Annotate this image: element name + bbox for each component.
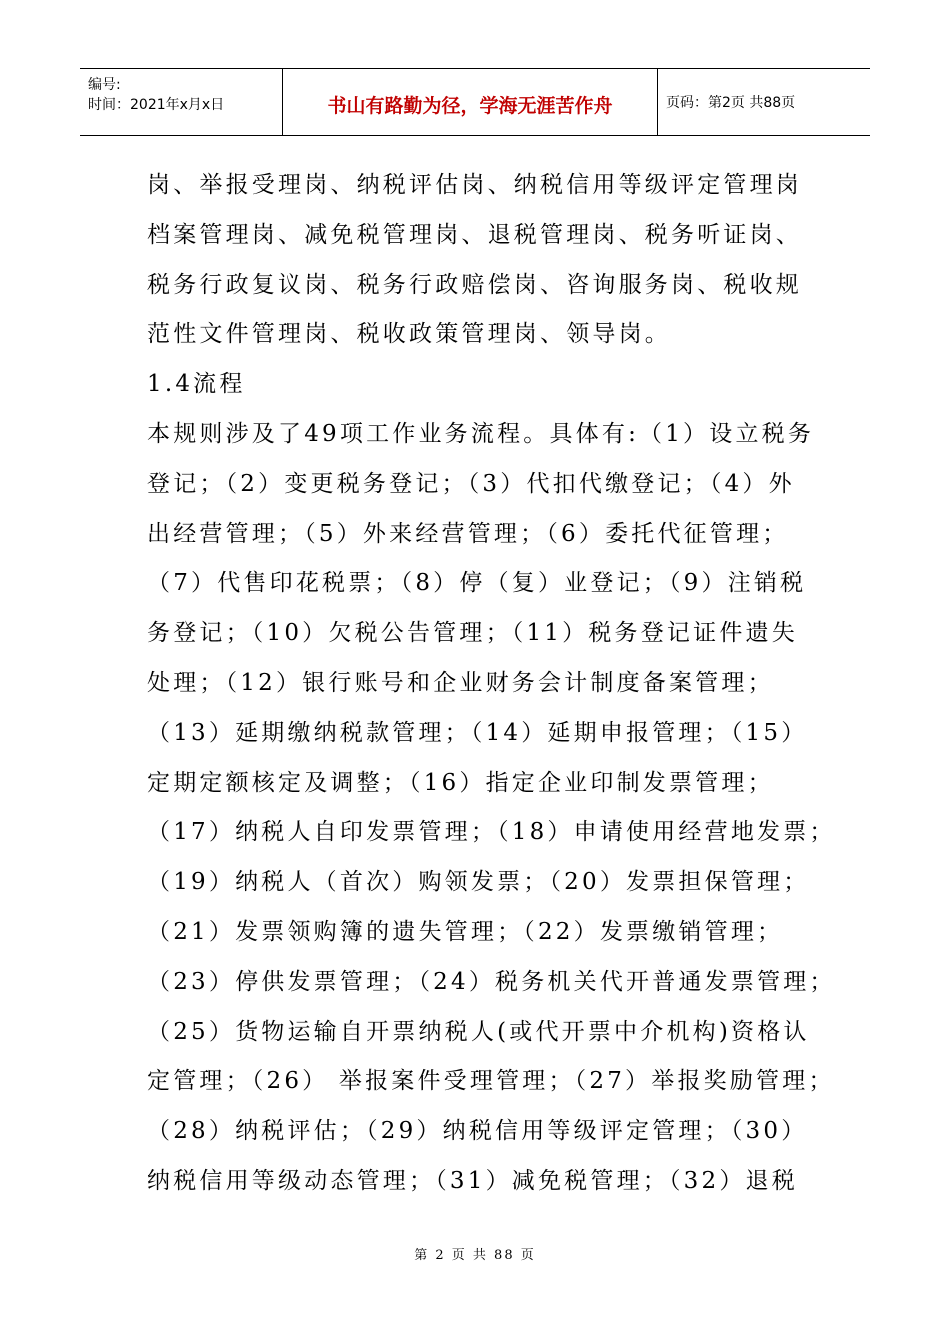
body-line: 范性文件管理岗、税收政策管理岗、领导岗。 [147, 321, 671, 348]
header-motto: 书山有路勤为径，学海无涯苦作舟 [283, 69, 658, 135]
body-line: （23）停供发票管理；（24）税务机关代开普通发票管理； [147, 968, 836, 995]
document-date: 时间：2021年x月x日 [88, 97, 225, 113]
body-line: 岗、举报受理岗、纳税评估岗、纳税信用等级评定管理岗 [147, 172, 802, 198]
page-header [80, 68, 870, 136]
body-line: 处理；（12）银行账号和企业财务会计制度备案管理； [147, 669, 774, 696]
body-line: 档案管理岗、减免税管理岗、退税管理岗、税务听证岗、 [147, 221, 802, 248]
body-line: （17）纳税人自印发票管理；（18）申请使用经营地发票； [147, 819, 836, 846]
body-line: 纳税信用等级动态管理；（31）减免税管理；（32）退税 [147, 1167, 798, 1194]
body-line: 登记；（2）变更税务登记；（3）代扣代缴登记；（4）外 [147, 470, 795, 497]
header-page-info: 页码：第2页 共88页 [666, 95, 796, 111]
body-line: 务登记；（10）欠税公告管理；（11）税务登记证件遗失 [147, 620, 798, 647]
body-line: （7）代售印花税票；（8）停（复）业登记；（9）注销税 [147, 570, 807, 597]
section-heading: 1.4流程 [147, 371, 246, 398]
header-meta [80, 69, 283, 135]
page-footer: 第 2 页 共 88 页 [414, 1248, 536, 1263]
body-line: 定管理；（26） 举报案件受理管理；（27）举报奖励管理； [147, 1068, 835, 1095]
body-line: 税务行政复议岗、税务行政赔偿岗、咨询服务岗、税收规 [147, 271, 802, 298]
body-line: 本规则涉及了49项工作业务流程。具体有:（1）设立税务 [147, 420, 815, 447]
body-line: （28）纳税评估；（29）纳税信用等级评定管理；（30） [147, 1118, 808, 1145]
body-line: （19）纳税人（首次）购领发票；（20）发票担保管理； [147, 869, 810, 896]
document-number-label: 编号: [88, 77, 121, 93]
body-line: 出经营管理；（5）外来经营管理；（6）委托代征管理； [147, 520, 789, 547]
body-line: 定期定额核定及调整；（16）指定企业印制发票管理； [147, 769, 774, 796]
document-body [147, 161, 836, 1207]
body-line: （21）发票领购簿的遗失管理；（22）发票缴销管理； [147, 918, 784, 945]
body-line: （25）货物运输自开票纳税人(或代开票中介机构)资格认 [147, 1018, 810, 1045]
body-line: （13）延期缴纳税款管理；（14）延期申报管理；（15） [147, 719, 808, 746]
